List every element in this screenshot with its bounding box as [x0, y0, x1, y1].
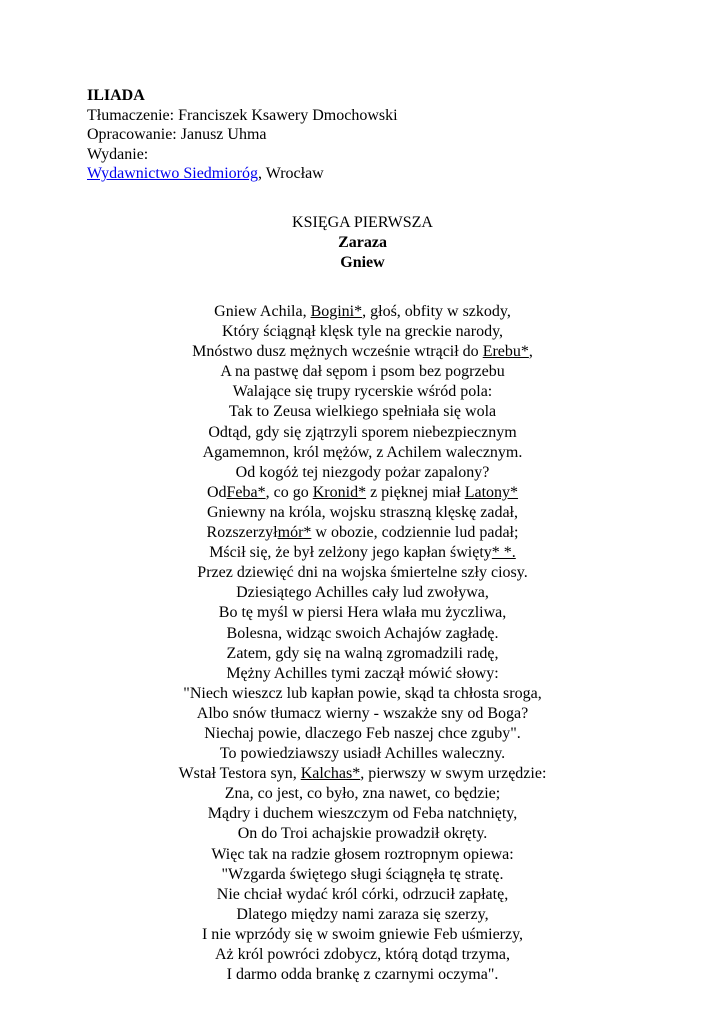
translation-credit: Tłumaczenie: Franciszek Ksawery Dmochowski: [87, 106, 398, 124]
poem-text-fragment: "Niech wieszcz lub kapłan powie, skąd ta chłosta sroga,: [183, 684, 542, 702]
poem-line: [0, 905, 725, 925]
poem-text-fragment: A na pastwę dał sępom i psom bez pogrzebu: [220, 363, 505, 381]
poem-line: [0, 945, 725, 965]
footnote-link[interactable]: Bogini*: [310, 303, 363, 320]
poem-line: [0, 322, 725, 342]
book-title: ILIADA: [87, 87, 145, 104]
poem-text-fragment: Nie chciał wydać król córki, odrzucił zapłatę,: [216, 885, 509, 903]
poem-text-fragment: On do Troi achajskie prowadził okręty.: [237, 825, 488, 843]
poem-text-fragment: Gniew Achila,: [214, 303, 311, 320]
footnote-link[interactable]: Kronid*: [312, 483, 367, 501]
poem-text-fragment: Mnóstwo dusz mężnych wcześnie wtrącił do: [192, 343, 483, 361]
poem-text-fragment: Wstał Testora syn,: [178, 765, 301, 783]
poem-text-fragment: Więc tak na radzie głosem roztropnym opiewa:: [211, 845, 514, 863]
poem-text-fragment: Tak to Zeusa wielkiego spełniała się wola: [228, 403, 497, 421]
poem-line: [0, 603, 725, 623]
poem-text-fragment: Rozszerzył: [206, 524, 278, 542]
chapter-heading: [0, 213, 725, 273]
poem-line: [0, 724, 725, 744]
poem-line: [0, 503, 725, 523]
poem-text-fragment: "Wzgarda świętego sługi ściągnęła tę stratę.: [221, 865, 504, 883]
poem-text-fragment: w obozie, codziennie lud padał;: [311, 524, 519, 542]
poem-text-fragment: ,: [528, 343, 533, 361]
poem-text-fragment: Niechaj powie, dlaczego Feb naszej chce zguby".: [204, 724, 521, 742]
footnote-link[interactable]: mór*: [277, 524, 312, 542]
poem-text-fragment: Mścił się, że był zelżony jego kapłan święty: [209, 544, 492, 562]
footnote-link[interactable]: Feba*: [226, 483, 266, 501]
poem-line: [0, 463, 725, 483]
poem-line: [0, 382, 725, 402]
poem-line: [0, 443, 725, 463]
poem-text-fragment: Mężny Achilles tymi zaczął mówić słowy:: [226, 664, 499, 682]
poem-line: [0, 865, 725, 885]
poem-line: [0, 402, 725, 422]
poem-line: [0, 885, 725, 905]
chapter-subtitle-wrath: Gniew: [340, 254, 385, 271]
publisher-link[interactable]: Wydawnictwo Siedmioróg: [87, 165, 259, 182]
footnote-link[interactable]: Kalchas*: [300, 765, 361, 783]
poem-text-fragment: Odtąd, gdy się zjątrzyli sporem niebezpiecznym: [208, 423, 517, 441]
poem-line: [0, 824, 725, 844]
poem-text: [0, 302, 725, 985]
poem-text-fragment: To powiedziawszy usiadł Achilles waleczny.: [219, 745, 506, 763]
footnote-link[interactable]: Latony*: [464, 483, 519, 501]
poem-line: [0, 664, 725, 684]
poem-line: [0, 563, 725, 583]
poem-line: [0, 624, 725, 644]
poem-line: [0, 342, 725, 362]
poem-line: [0, 684, 725, 704]
poem-text-fragment: Agamemnon, król mężów, z Achilem walecznym.: [202, 443, 523, 461]
poem-line: [0, 845, 725, 865]
poem-text-fragment: Bolesna, widząc swoich Achajów zagładę.: [226, 624, 499, 642]
poem-line: [0, 523, 725, 543]
poem-line: [0, 925, 725, 945]
poem-line: [0, 784, 725, 804]
chapter-subtitle-plague: Zaraza: [338, 234, 387, 251]
poem-text-fragment: I darmo odda brankę z czarnymi oczyma".: [226, 966, 499, 984]
edition-label: Wydanie:: [87, 145, 149, 163]
footnote-link[interactable]: Erebu*: [482, 343, 529, 361]
poem-line: [0, 804, 725, 824]
document-header: [87, 86, 398, 184]
publisher-line: [87, 164, 398, 184]
poem-line: [0, 764, 725, 784]
poem-text-fragment: z pięknej miał: [366, 483, 465, 501]
poem-text-fragment: Dlatego między nami zaraza się szerzy,: [236, 905, 489, 923]
poem-line: [0, 744, 725, 764]
poem-text-fragment: Gniewny na króla, wojsku straszną klęskę zadał,: [206, 503, 518, 521]
poem-text-fragment: Zatem, gdy się na walną zgromadzili radę,: [226, 644, 499, 662]
poem-line: [0, 704, 725, 724]
poem-text-fragment: , pierwszy w swym urzędzie:: [360, 765, 547, 783]
poem-line: [0, 965, 725, 985]
poem-line: [0, 543, 725, 563]
footnote-link[interactable]: * *.: [491, 544, 516, 562]
editing-credit: Opracowanie: Janusz Uhma: [87, 126, 267, 143]
poem-line: [0, 583, 725, 603]
poem-text-fragment: Mądry i duchem wieszczym od Feba natchnięty,: [207, 805, 518, 823]
poem-line: [0, 302, 725, 322]
poem-text-fragment: Bo tę myśl w piersi Hera wlała mu życzliwa,: [218, 604, 507, 622]
poem-text-fragment: I nie wprzódy się w swoim gniewie Feb uśmierzy,: [201, 925, 524, 943]
poem-line: [0, 483, 725, 503]
publisher-city: , Wrocław: [258, 165, 324, 182]
book-number: KSIĘGA PIERWSZA: [292, 214, 433, 231]
poem-line: [0, 644, 725, 664]
poem-text-fragment: Przez dziewięć dni na wojska śmiertelne szły ciosy.: [197, 564, 528, 582]
poem-text-fragment: , głoś, obfity w szkody,: [362, 303, 511, 320]
poem-text-fragment: Od kogóż tej niezgody pożar zapalony?: [235, 463, 490, 481]
poem-text-fragment: Który ściągnął klęsk tyle na greckie narody,: [221, 323, 504, 341]
poem-line: [0, 362, 725, 382]
poem-text-fragment: Walające się trupy rycerskie wśród pola:: [232, 383, 493, 401]
poem-text-fragment: Od: [206, 483, 227, 501]
poem-text-fragment: Zna, co jest, co było, zna nawet, co będzie;: [224, 785, 501, 803]
poem-line: [0, 423, 725, 443]
poem-text-fragment: , co go: [265, 483, 313, 501]
poem-text-fragment: Aż król powróci zdobycz, którą dotąd trzyma,: [214, 946, 510, 963]
poem-text-fragment: Albo snów tłumacz wierny - wszakże sny od Boga?: [196, 704, 529, 722]
poem-text-fragment: Dziesiątego Achilles cały lud zwoływa,: [236, 584, 489, 602]
